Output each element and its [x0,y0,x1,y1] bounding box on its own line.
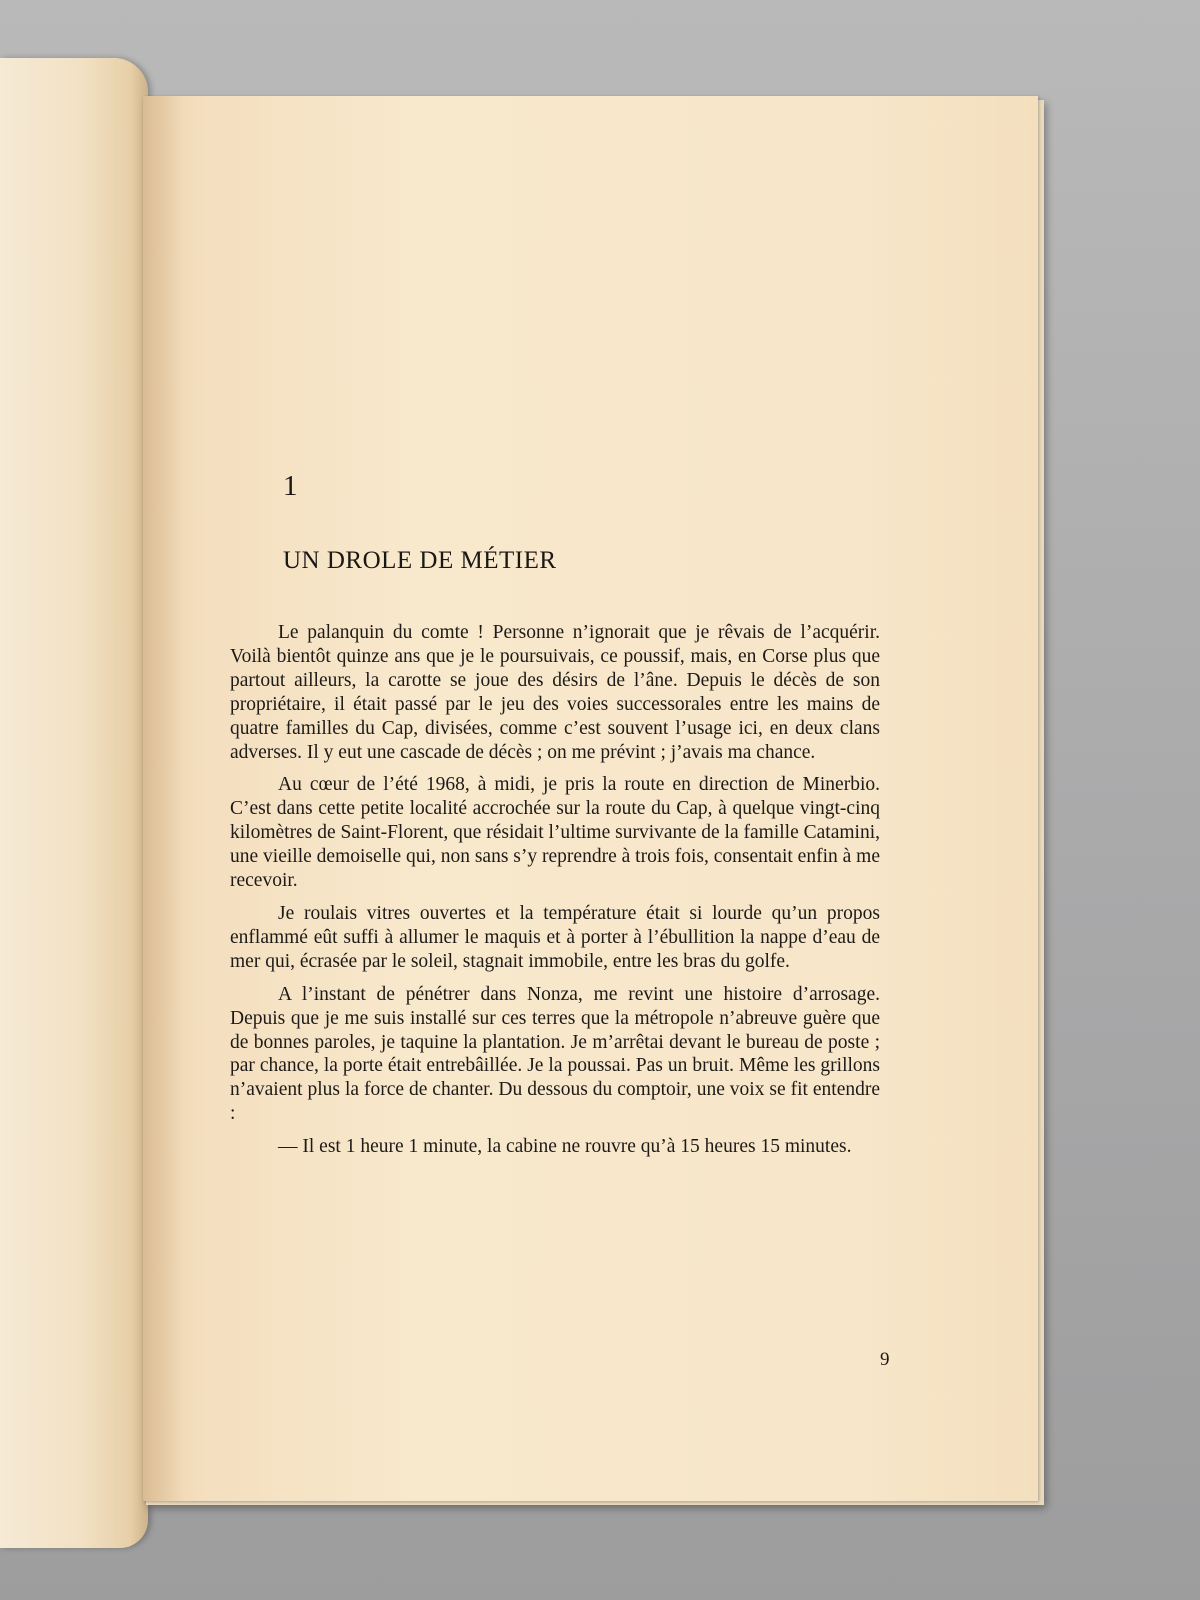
paragraph: Au cœur de l’été 1968, à midi, je pris la route en direction de Minerbio. C’est dans cette petite localité accrochée sur la route du Cap, à quelque vingt-cinq kilomètres de Saint-Florent, que résidait l’ultime survivante de la famille Catamini, une vieille demoiselle qui, non sans s’y reprendre à trois fois, consentait enfin à me recevoir. [230,774,880,892]
chapter-number: 1 [283,470,298,502]
body-text [230,621,880,1168]
facing-left-page [0,58,148,1548]
paragraph: — Il est 1 heure 1 minute, la cabine ne rouvre qu’à 15 heures 15 minutes. [278,1136,852,1158]
paragraph: Je roulais vitres ouvertes et la température était si lourde qu’un propos enflammé eût suffi à allumer le maquis et à porter à l’ébullition la nappe d’eau de mer qui, écrasée par le soleil, stagnait immobile, entre les bras du golfe. [230,902,880,972]
book-page [143,96,1038,1501]
page-gutter-shadow [143,96,183,1501]
chapter-title: UN DROLE DE MÉTIER [283,547,557,574]
page-number: 9 [880,1349,890,1370]
paragraph: A l’instant de pénétrer dans Nonza, me revint une histoire d’arrosage. Depuis que je me suis installé sur ces terres que la métropole n’abreuve guère que de bonnes paroles, je taquine la plantation. Je m’arrêtai devant le bureau de poste ; par chance, la porte était entrebâillée. Je la poussai. Pas un bruit. Même les grillons n’avaient plus la force de chanter. Du dessous du comptoir, une voix se fit entendre : [230,983,880,1125]
paragraph: Le palanquin du comte ! Personne n’ignorait que je rêvais de l’acquérir. Voilà bientôt quinze ans que je le poursuivais, ce poussif, mais, en Corse plus que partout ailleurs, la carotte se joue des désirs de l’âne. Depuis le décès de son propriétaire, il était passé par le jeu des voies successorales entre les mains de quatre familles du Cap, divisées, comme c’est souvent l’usage ici, en deux clans adverses. Il y eut une cascade de décès ; on me prévint ; j’avais ma chance. [230,622,880,763]
